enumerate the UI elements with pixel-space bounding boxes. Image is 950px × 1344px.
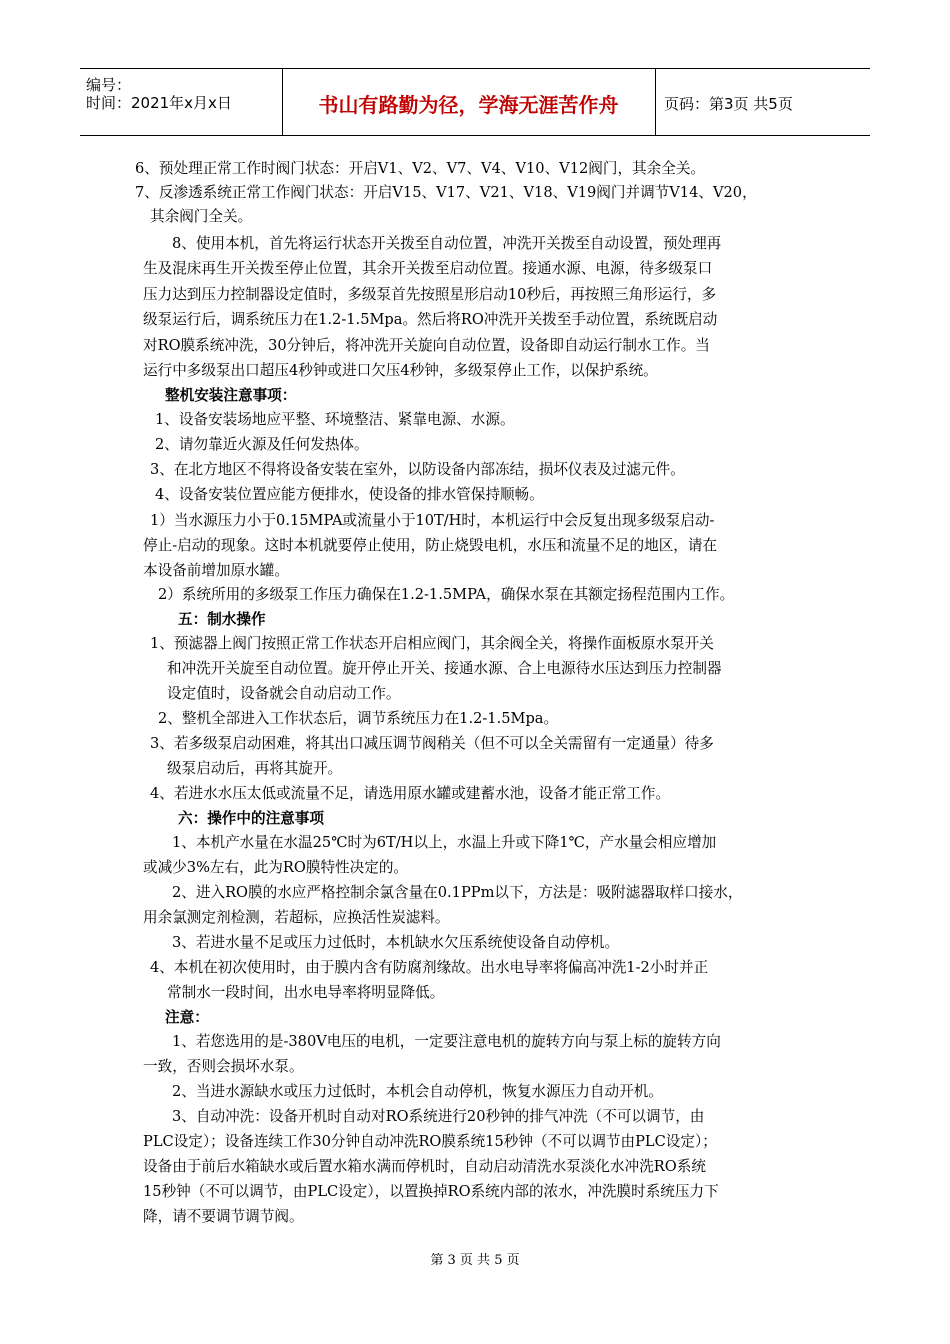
body-line: 级泵运行后，调系统压力在1.2-1.5Mpa。然后将RO冲洗开关拨至手动位置，系统既启动 (143, 311, 718, 328)
header-motto: 书山有路勤为径，学海无涯苦作舟 (318, 93, 619, 117)
body-line: 降，请不要调节调节阀。 (143, 1208, 304, 1225)
body-line: 1）当水源压力小于0.15MPA或流量小于10T/H时，本机运行中会反复出现多级泵启动- (150, 512, 715, 529)
body-line: 或减少3%左右，此为RO膜特性决定的。 (143, 859, 409, 876)
body-line: 15秒钟（不可以调节，由PLC设定），以置换掉RO系统内部的浓水，冲洗膜时系统压力下 (143, 1183, 719, 1200)
header-divider-right (655, 68, 656, 135)
body-line: 3、在北方地区不得将设备安装在室外，以防设备内部冻结，损坏仪表及过滤元件。 (150, 461, 685, 478)
body-line: 设定值时，设备就会自动启动工作。 (167, 685, 401, 702)
body-line: 2）系统所用的多级泵工作压力确保在1.2-1.5MPA，确保水泵在其额定扬程范围内工作。 (158, 586, 735, 603)
header-time-label: 时间：2021年x月x日 (86, 94, 232, 112)
body-line: 用余氯测定剂检测，若超标，应换活性炭滤料。 (143, 909, 450, 926)
body-line: 本设备前增加原水罐。 (143, 562, 289, 579)
section-heading: 注意： (165, 1009, 209, 1026)
body-line: 常制水一段时间，出水电导率将明显降低。 (167, 984, 445, 1001)
body-line: 4、设备安装位置应能方便排水，使设备的排水管保持顺畅。 (155, 486, 544, 503)
body-line: 8、使用本机，首先将运行状态开关拨至自动位置，冲洗开关拨至自动设置，预处理再 (172, 235, 722, 252)
body-line: 停止-启动的现象。这时本机就要停止使用，防止烧毁电机，水压和流量不足的地区，请在 (143, 537, 718, 554)
body-line: 3、若进水量不足或压力过低时，本机缺水欠压系统使设备自动停机。 (172, 934, 620, 951)
body-line: 4、本机在初次使用时，由于膜内含有防腐剂缘故。出水电导率将偏高冲洗1-2小时并正 (150, 959, 709, 976)
body-line: 1、预滤器上阀门按照正常工作状态开启相应阀门，其余阀全关，将操作面板原水泵开关 (150, 635, 714, 652)
header-page-label: 页码：第3页 共5页 (664, 95, 793, 113)
section-heading: 整机安装注意事项： (165, 387, 297, 404)
body-line: 6、预处理正常工作时阀门状态：开启V1、V2、V7、V4、V10、V12阀门，其余全关。 (135, 160, 706, 177)
header-top-rule (80, 68, 870, 69)
body-line: 级泵启动后，再将其旋开。 (167, 760, 343, 777)
body-line: 2、进入RO膜的水应严格控制余氯含量在0.1PPm以下，方法是：吸附滤器取样口接水， (172, 884, 743, 901)
body-line: 2、请勿靠近火源及任何发热体。 (155, 436, 369, 453)
body-line: 2、当进水源缺水或压力过低时，本机会自动停机，恢复水源压力自动开机。 (172, 1083, 663, 1100)
body-line: 4、若进水水压太低或流量不足，请选用原水罐或建蓄水池，设备才能正常工作。 (150, 785, 671, 802)
body-line: 3、若多级泵启动困难，将其出口减压调节阀稍关（但不可以全关需留有一定通量）待多 (150, 735, 714, 752)
page-footer: 第 3 页 共 5 页 (430, 1253, 520, 1268)
header-code-label: 编号： (86, 76, 132, 94)
section-heading: 五：制水操作 (178, 611, 266, 628)
body-line: 压力达到压力控制器设定值时，多级泵首先按照星形启动10秒后，再按照三角形运行，多 (143, 286, 717, 303)
body-line: 生及混床再生开关拨至停止位置，其余开关拨至启动位置。接通水源、电源，待多级泵口 (143, 260, 713, 277)
body-line: 对RO膜系统冲洗，30分钟后，将冲洗开关旋向自动位置，设备即自动运行制水工作。当 (143, 337, 710, 354)
body-line: 其余阀门全关。 (150, 208, 253, 225)
body-line: 2、整机全部进入工作状态后，调节系统压力在1.2-1.5Mpa。 (158, 710, 559, 727)
body-line: 和冲洗开关旋至自动位置。旋开停止开关、接通水源、合上电源待水压达到压力控制器 (167, 660, 722, 677)
body-line: 1、本机产水量在水温25℃时为6T/H以上，水温上升或下降1℃，产水量会相应增加 (172, 834, 717, 851)
body-line: 1、设备安装场地应平整、环境整洁、紧靠电源、水源。 (155, 411, 515, 428)
body-line: PLC设定）；设备连续工作30分钟自动冲洗RO膜系统15秒钟（不可以调节由PLC设定）； (143, 1133, 717, 1150)
body-line: 设备由于前后水箱缺水或后置水箱水满而停机时，自动启动清洗水泵淡化水冲洗RO系统 (143, 1158, 706, 1175)
body-line: 一致，否则会损坏水泵。 (143, 1058, 304, 1075)
section-heading: 六：操作中的注意事项 (178, 810, 324, 827)
body-line: 3、自动冲洗：设备开机时自动对RO系统进行20秒钟的排气冲洗（不可以调节，由 (172, 1108, 705, 1125)
body-line: 运行中多级泵出口超压4秒钟或进口欠压4秒钟，多级泵停止工作，以保护系统。 (143, 362, 658, 379)
body-line: 7、反渗透系统正常工作阀门状态：开启V15、V17、V21、V18、V19阀门并调节V14、V20， (135, 184, 757, 201)
header-bottom-rule (80, 135, 870, 136)
body-line: 1、若您选用的是-380V电压的电机，一定要注意电机的旋转方向与泵上标的旋转方向 (172, 1033, 721, 1050)
